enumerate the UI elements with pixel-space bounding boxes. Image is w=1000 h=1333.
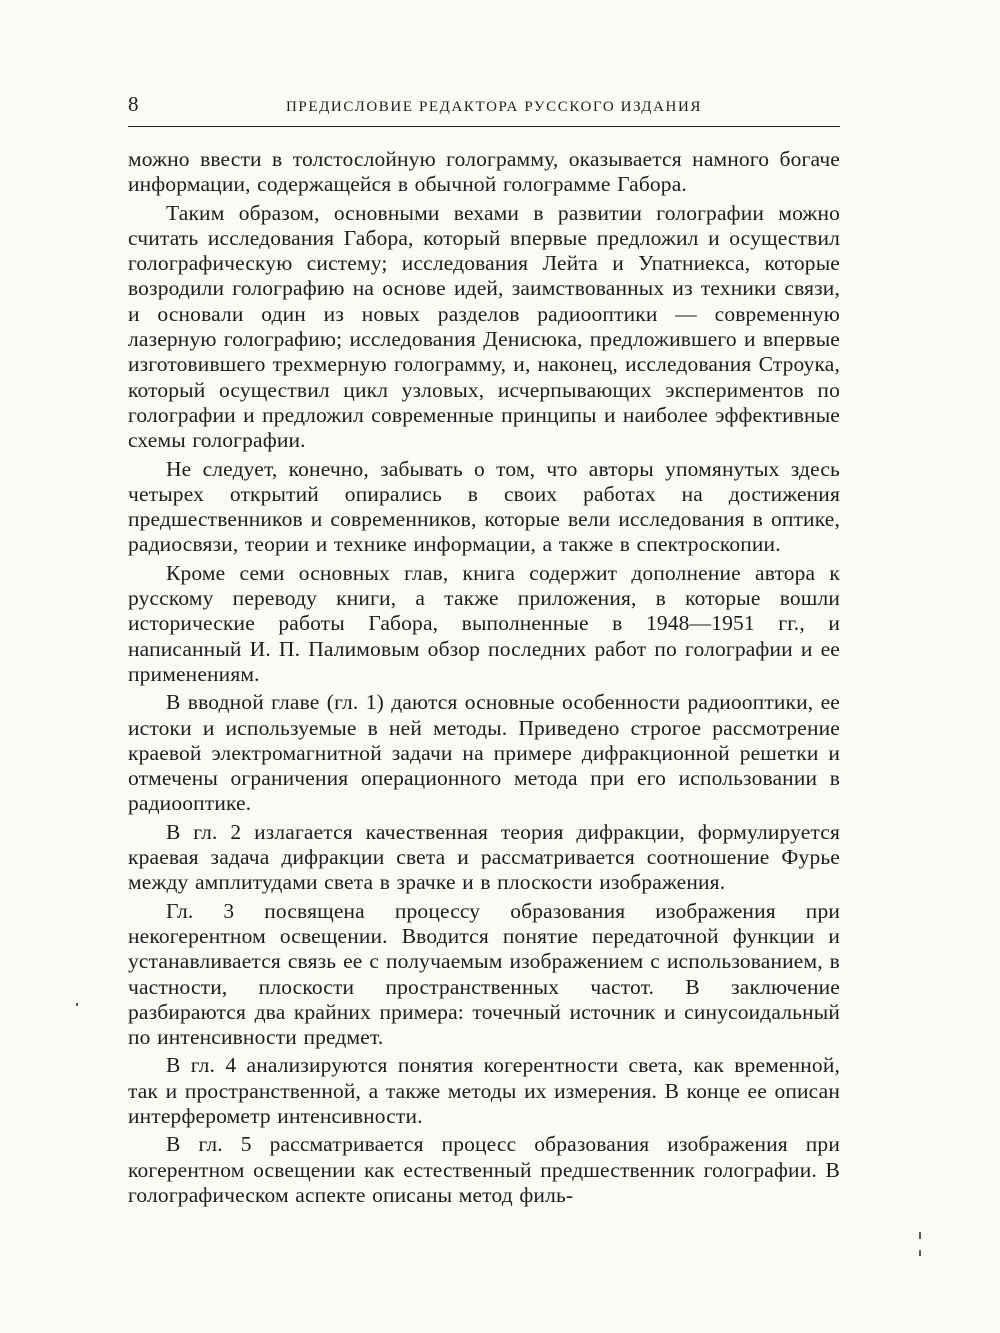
running-head-title: ПРЕДИСЛОВИЕ РЕДАКТОРА РУССКОГО ИЗДАНИЯ xyxy=(285,99,703,115)
paragraph: В гл. 4 анализируются понятия когерентности света, как временной, так и пространственной, а также методы их измерения. В конце ее описан интерферометр интенсивности. xyxy=(128,1053,840,1128)
scan-speck xyxy=(919,1250,921,1256)
page-number: 8 xyxy=(128,92,139,116)
paragraph: В гл. 5 рассматривается процесс образования изображения при когерентном освещении как естественный предшественник голографии. В голографическом аспекте описаны метод филь- xyxy=(128,1132,840,1207)
body-text xyxy=(128,147,840,1208)
book-page xyxy=(128,92,840,1292)
paragraph: В вводной главе (гл. 1) даются основные особенности радиооптики, ее истоки и используемые в ней методы. Приведено строгое рассмотрение краевой электромагнитной задачи на примере дифракционной решетки и отмечены ограничения операционного метода при его использовании в радиооптике. xyxy=(128,690,840,816)
paragraph: Кроме семи основных глав, книга содержит дополнение автора к русскому переводу книги, а также приложения, в которые вошли исторические работы Габора, выполненные в 1948—1951 гг., и написанный И. П. Палимовым обзор последних работ по голографии и ее применениям. xyxy=(128,560,840,686)
paragraph: Не следует, конечно, забывать о том, что авторы упомянутых здесь четырех открытий опирались в своих работах на достижения предшественников и современников, которые вели исследования в оптике, радиосвязи, теории и технике информации, а также в спектроскопии. xyxy=(128,456,840,557)
scan-speck xyxy=(76,1003,78,1006)
paragraph: Гл. 3 посвящена процессу образования изображения при некогерентном освещении. Вводится понятие передаточной функции и устанавливается связь ее с получаемым изображением с использованием, в частности, плоскости пространственных частот. В заключение разбираются два крайних примера: точечный источник и синусоидальный по интенсивности предмет. xyxy=(128,898,840,1050)
running-head xyxy=(128,92,840,127)
paragraph: Таким образом, основными вехами в развитии голографии можно считать исследования Габора, который впервые предложил и осуществил голографическую систему; исследования Лейта и Упатниекса, которые возродили голографию на основе идей, заимствованных из техники связи, и основали один из новых разделов радиооптики — современную лазерную голографию; исследования Денисюка, предложившего и впервые изготовившего трехмерную голограмму, и, наконец, исследования Строука, который осуществил цикл узловых, исчерпывающих экспериментов по голографии и предложил современные принципы и наиболее эффективные схемы голографии. xyxy=(128,200,840,453)
paragraph: В гл. 2 излагается качественная теория дифракции, формулируется краевая задача дифракции света и рассматривается соотношение Фурье между амплитудами света в зрачке и в плоскости изображения. xyxy=(128,819,840,895)
scan-speck xyxy=(919,1232,921,1239)
paragraph: можно ввести в толстослойную голограмму, оказывается намного богаче информации, содержащейся в обычной голограмме Габора. xyxy=(128,147,840,197)
